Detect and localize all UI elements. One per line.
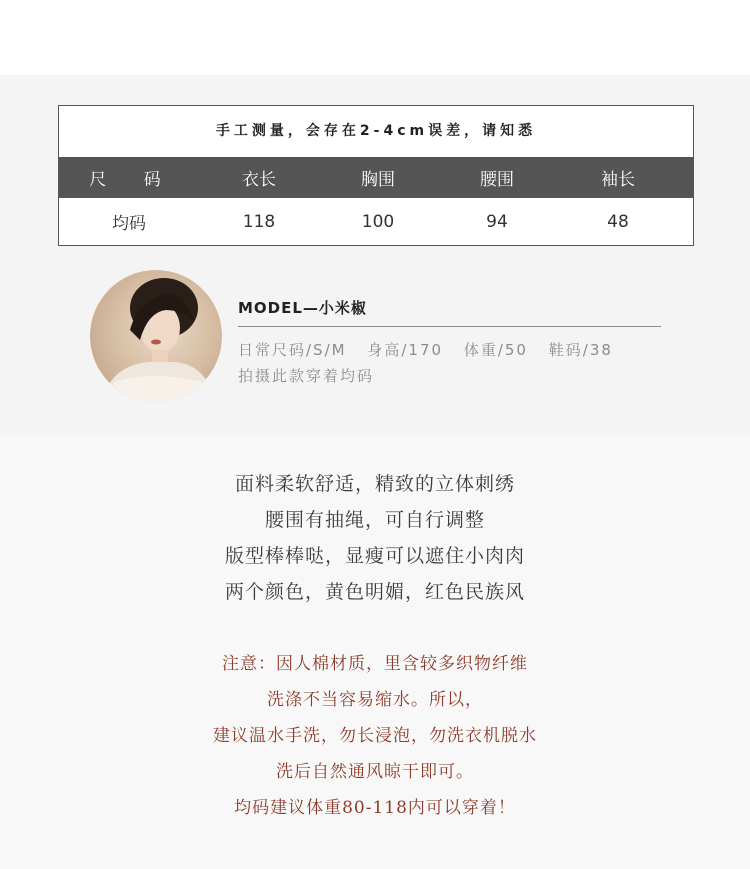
measurement-note: 手工测量，会存在2-4cm误差，请知悉 — [215, 123, 537, 139]
cell-length: 118 — [242, 211, 276, 232]
description-line: 两个颜色，黄色明媚，红色民族风 — [224, 581, 525, 603]
model-stat-height: 身高/170 — [367, 341, 444, 359]
model-stat-size: 日常尺码/S/M — [238, 341, 347, 359]
model-stat-weight: 体重/50 — [463, 341, 528, 359]
care-notice — [0, 646, 750, 826]
model-divider — [238, 326, 661, 327]
model-stats — [238, 339, 661, 361]
notice-line: 洗涤不当容易缩水。所以， — [267, 690, 483, 710]
header-size: 尺 码 — [89, 170, 177, 190]
product-description — [0, 466, 750, 610]
notice-line: 均码建议体重80-118内可以穿着！ — [234, 798, 516, 818]
model-wearing-note: 拍摄此款穿着均码 — [238, 367, 375, 385]
cell-size: 均码 — [112, 214, 146, 234]
cell-bust: 100 — [361, 211, 395, 232]
header-bust: 胸围 — [361, 170, 395, 190]
cell-waist: 94 — [486, 211, 508, 232]
cell-sleeve: 48 — [607, 211, 629, 232]
header-waist: 腰围 — [480, 170, 514, 190]
model-title: MODEL—小米椒 — [238, 299, 367, 317]
description-line: 腰围有抽绳，可自行调整 — [264, 509, 485, 531]
model-stat-shoe: 鞋码/38 — [548, 341, 613, 359]
notice-line: 注意：因人棉材质，里含较多织物纤维 — [222, 654, 528, 674]
size-table — [58, 105, 694, 246]
table-header-row — [59, 157, 693, 198]
model-avatar — [90, 270, 222, 402]
header-length: 衣长 — [242, 170, 276, 190]
description-line: 版型棒棒哒，显瘦可以遮住小肉肉 — [224, 545, 525, 567]
notice-line: 洗后自然通风晾干即可。 — [276, 762, 474, 782]
model-portrait-image — [90, 270, 222, 402]
header-sleeve: 袖长 — [601, 170, 635, 190]
top-band — [0, 0, 750, 75]
description-line: 面料柔软舒适，精致的立体刺绣 — [234, 473, 515, 495]
model-info — [238, 296, 661, 387]
table-row — [59, 198, 693, 245]
notice-line: 建议温水手洗，勿长浸泡，勿洗衣机脱水 — [213, 726, 537, 746]
